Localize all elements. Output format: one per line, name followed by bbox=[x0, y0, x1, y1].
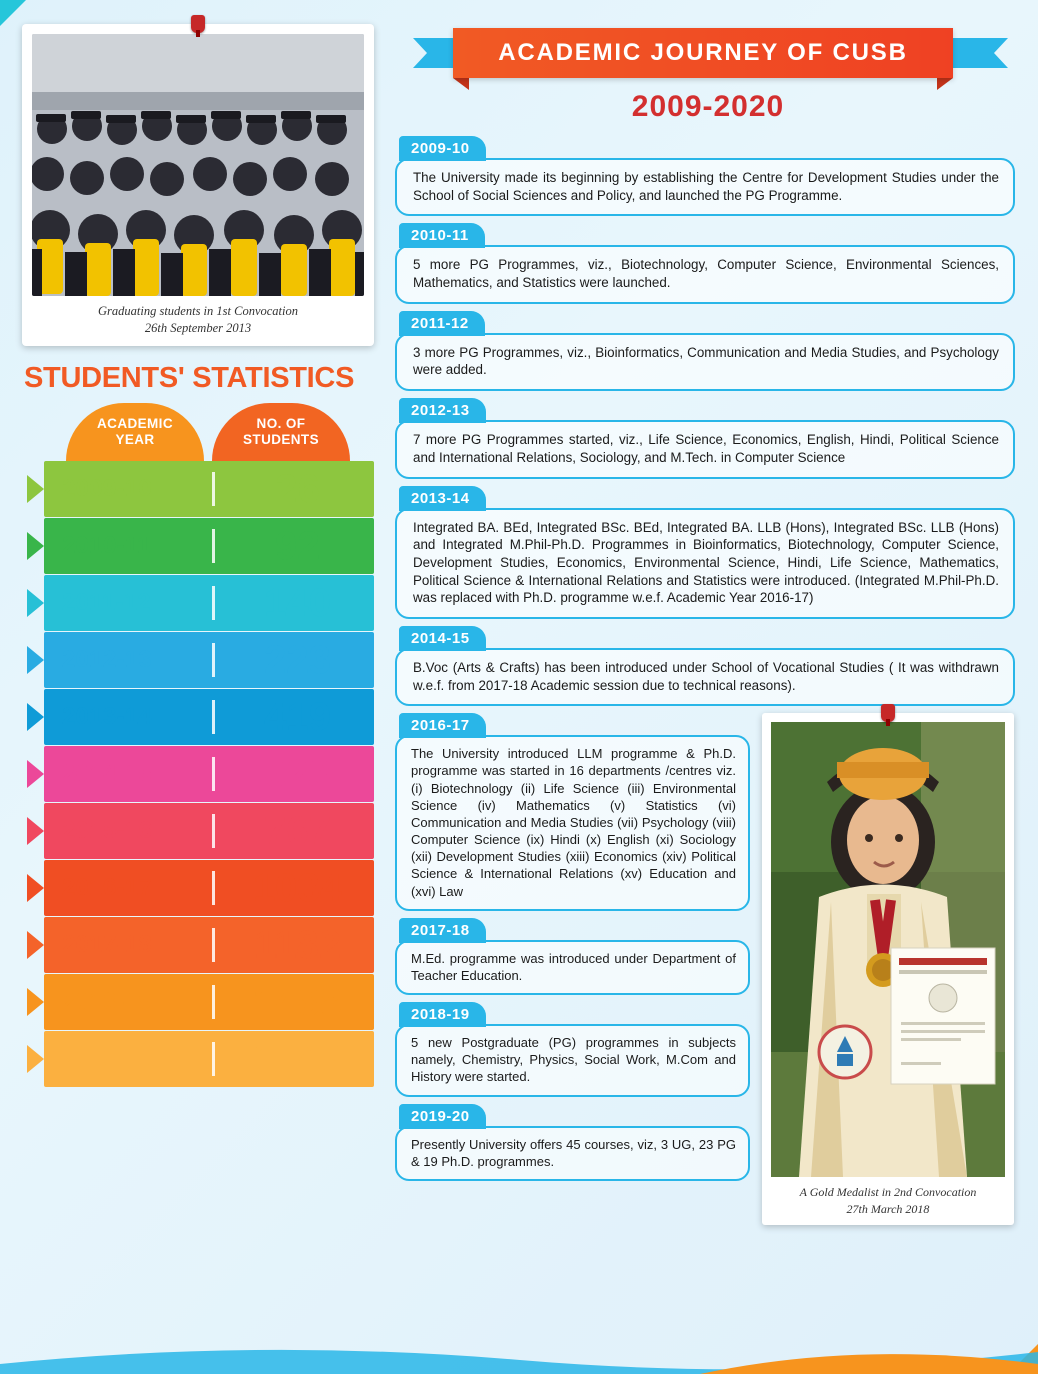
timeline-bottom-section bbox=[395, 713, 750, 1188]
statistics-row bbox=[22, 860, 374, 916]
row-divider bbox=[212, 985, 215, 1019]
timeline-top-section bbox=[395, 136, 1015, 706]
statistics-bar bbox=[44, 575, 374, 631]
statistics-row-students: 623 bbox=[264, 751, 331, 796]
statistics-row-year: 2013-14 bbox=[62, 702, 153, 730]
statistics-row bbox=[22, 461, 374, 517]
statistics-bar bbox=[44, 803, 374, 859]
row-divider bbox=[212, 871, 215, 905]
statistics-row bbox=[22, 974, 374, 1030]
timeline-year-tag: 2013-14 bbox=[399, 486, 486, 511]
statistics-row-students: 92 bbox=[275, 523, 320, 568]
statistics-row-year: 2010-11 bbox=[62, 531, 151, 559]
title-year-range: 2009-2020 bbox=[631, 90, 785, 123]
statistics-row-year: 2016-17 bbox=[62, 873, 153, 901]
timeline-description: 5 new Postgraduate (PG) programmes in subjects namely, Chemistry, Physics, Social Work, M.Com and History were started. bbox=[395, 1024, 750, 1096]
timeline-year-tag: 2018-19 bbox=[399, 1002, 486, 1027]
statistics-row-year: 2019-20 bbox=[62, 1044, 153, 1072]
title-banner bbox=[401, 22, 1015, 84]
timeline-year-tag: 2010-11 bbox=[399, 223, 485, 248]
statistics-row-year: 2009-10 bbox=[62, 474, 153, 502]
row-divider bbox=[212, 757, 215, 791]
header-line-1: NO. OF bbox=[256, 416, 306, 432]
decor-wave-bottom bbox=[0, 1334, 1038, 1374]
timeline-year-tag: 2012-13 bbox=[399, 398, 486, 423]
timeline-description: 7 more PG Programmes started, viz., Life Science, Economics, English, Hindi, Political Science and International Relations, Sociology, and M.Tech. in Computer Science bbox=[395, 420, 1015, 478]
timeline-item bbox=[395, 713, 750, 910]
timeline-year-tag: 2017-18 bbox=[399, 918, 486, 943]
row-divider bbox=[212, 814, 215, 848]
statistics-row bbox=[22, 689, 374, 745]
statistics-bar bbox=[44, 974, 374, 1030]
statistics-bar bbox=[44, 689, 374, 745]
statistics-bar bbox=[44, 632, 374, 688]
timeline-description: Presently University offers 45 courses, viz, 3 UG, 23 PG & 19 Ph.D. programmes. bbox=[395, 1126, 750, 1181]
row-divider bbox=[212, 643, 215, 677]
statistics-row-students: 1488 bbox=[253, 979, 342, 1024]
students-statistics-title: STUDENTS' STATISTICS bbox=[24, 361, 355, 394]
statistics-row bbox=[22, 803, 374, 859]
statistics-row bbox=[22, 1031, 374, 1087]
pin-icon bbox=[881, 704, 895, 722]
statistics-row-year: 2015-16 bbox=[62, 816, 153, 844]
statistics-bar-list bbox=[22, 461, 374, 1087]
statistics-row-students: 26 bbox=[275, 466, 320, 511]
statistics-row-year: 2018-19 bbox=[62, 987, 153, 1015]
banner-fold-left bbox=[453, 78, 469, 90]
statistics-table-header bbox=[66, 403, 374, 461]
timeline-item bbox=[395, 918, 750, 995]
statistics-bar bbox=[44, 1031, 374, 1087]
timeline-year-tag: 2014-15 bbox=[399, 626, 486, 651]
convocation-photo bbox=[32, 34, 364, 296]
gold-medalist-illustration bbox=[771, 722, 1005, 1177]
convocation-photo-caption bbox=[32, 296, 364, 342]
timeline-year-tag: 2009-10 bbox=[399, 136, 486, 161]
statistics-bar bbox=[44, 746, 374, 802]
statistics-row bbox=[22, 632, 374, 688]
banner-fold-right bbox=[937, 78, 953, 90]
timeline-description: The University made its beginning by establishing the Centre for Development Studies under the School of Social Sciences and Policy, and launched the PG Programme. bbox=[395, 158, 1015, 216]
page-title: ACADEMIC JOURNEY OF CUSB bbox=[453, 28, 953, 78]
banner-tab-right bbox=[946, 38, 1008, 68]
timeline-item bbox=[395, 626, 1015, 706]
statistics-bar bbox=[44, 917, 374, 973]
timeline-description: The University introduced LLM programme & Ph.D. programme was started in 16 departments /centres viz. (i) Biotechnology (ii) Life Science (iii) Environmental Science (iv) Mathematics (v) Statistics (vi) Communication and Media Studies (vii) Psychology (viii) Computer Science (ix) Hindi (x) English (xi) Sociology (xii) Development Studies (xiii) Economics (xiv) Political Science & International Relations (xv) Education and (xvi) Law bbox=[395, 735, 750, 910]
timeline-photo-split bbox=[395, 713, 1015, 1224]
decor-corner-top-left bbox=[0, 0, 26, 26]
row-divider bbox=[212, 928, 215, 962]
statistics-row-students: 1034 bbox=[253, 865, 342, 910]
gold-medalist-photo-card bbox=[762, 713, 1014, 1224]
timeline-item bbox=[395, 1002, 750, 1096]
pin-icon bbox=[191, 15, 205, 33]
gold-medalist-photo-caption bbox=[771, 1177, 1005, 1220]
row-divider bbox=[212, 586, 215, 620]
statistics-row-year: 2014-15 bbox=[62, 759, 153, 787]
caption-line-1: A Gold Medalist in 2nd Convocation bbox=[799, 1185, 977, 1200]
row-divider bbox=[212, 472, 215, 506]
gold-medalist-photo bbox=[771, 722, 1005, 1177]
statistics-row-students: 223 bbox=[264, 637, 331, 682]
row-divider bbox=[212, 529, 215, 563]
timeline-year-tag: 2019-20 bbox=[399, 1104, 486, 1129]
header-line-2: YEAR bbox=[115, 431, 155, 447]
statistics-row bbox=[22, 746, 374, 802]
statistics-row-year: 2012-13 bbox=[62, 645, 153, 673]
timeline-item bbox=[395, 486, 1015, 619]
timeline-description: 3 more PG Programmes, viz., Bioinformatics, Communication and Media Studies, and Psychology were added. bbox=[395, 333, 1015, 391]
timeline-description: Integrated BA. BEd, Integrated BSc. BEd, Integrated BA. LLB (Hons), Integrated BSc. LLB (Hons) and Integrated M.Phil-Ph.D. Programmes in Bioinformatics, Biotechnology, Computer Science, Development Studies, Economics, Environmental Science, Hindi, Life Science, Mathematics, Political Science & International Relations and Statistics were introduced. (Integrated M.Phil-Ph.D. was replaced with Ph.D. programme w.e.f. Academic Year 2016-17) bbox=[395, 508, 1015, 619]
timeline-item bbox=[395, 136, 1015, 216]
statistics-row-students: 2046 bbox=[253, 1036, 342, 1081]
caption-line-2: 26th September 2013 bbox=[144, 320, 252, 335]
timeline-description: B.Voc (Arts & Crafts) has been introduced under School of Vocational Studies ( It was withdrawn w.e.f. from 2017-18 Academic session due to technical reasons). bbox=[395, 648, 1015, 706]
statistics-row-students: 767 bbox=[264, 808, 331, 853]
column-header-academic-year bbox=[66, 403, 204, 461]
right-column bbox=[395, 22, 1015, 1225]
statistics-row bbox=[22, 575, 374, 631]
statistics-row bbox=[22, 917, 374, 973]
timeline-item bbox=[395, 223, 1015, 303]
row-divider bbox=[212, 1042, 215, 1076]
left-column bbox=[22, 24, 374, 1088]
caption-line-2: 27th March 2018 bbox=[846, 1201, 930, 1216]
statistics-row-year: 2017-18 bbox=[62, 930, 153, 958]
timeline-description: 5 more PG Programmes, viz., Biotechnology, Computer Science, Environmental Sciences, Mathematics, and Statistics were launched. bbox=[395, 245, 1015, 303]
timeline-year-tag: 2011-12 bbox=[399, 311, 485, 336]
statistics-bar bbox=[44, 518, 374, 574]
column-header-no-of-students bbox=[212, 403, 350, 461]
statistics-row-students: 1182 bbox=[254, 922, 341, 967]
statistics-row-students: 140 bbox=[264, 580, 331, 625]
header-line-2: STUDENTS bbox=[243, 431, 319, 447]
statistics-row-year: 2011-12 bbox=[62, 588, 151, 616]
statistics-row bbox=[22, 518, 374, 574]
timeline-item bbox=[395, 398, 1015, 478]
header-line-1: ACADEMIC bbox=[97, 416, 173, 432]
timeline-item bbox=[395, 311, 1015, 391]
row-divider bbox=[212, 700, 215, 734]
graduation-crowd-illustration bbox=[32, 34, 364, 296]
timeline-item bbox=[395, 1104, 750, 1181]
timeline-description: M.Ed. programme was introduced under Department of Teacher Education. bbox=[395, 940, 750, 995]
timeline-year-tag: 2016-17 bbox=[399, 713, 486, 738]
statistics-bar bbox=[44, 461, 374, 517]
statistics-row-students: 419 bbox=[264, 694, 331, 739]
convocation-photo-card bbox=[22, 24, 374, 346]
caption-line-1: Graduating students in 1st Convocation bbox=[98, 304, 298, 318]
gold-medalist-photo-card-wrap bbox=[762, 713, 1014, 1224]
statistics-bar bbox=[44, 860, 374, 916]
